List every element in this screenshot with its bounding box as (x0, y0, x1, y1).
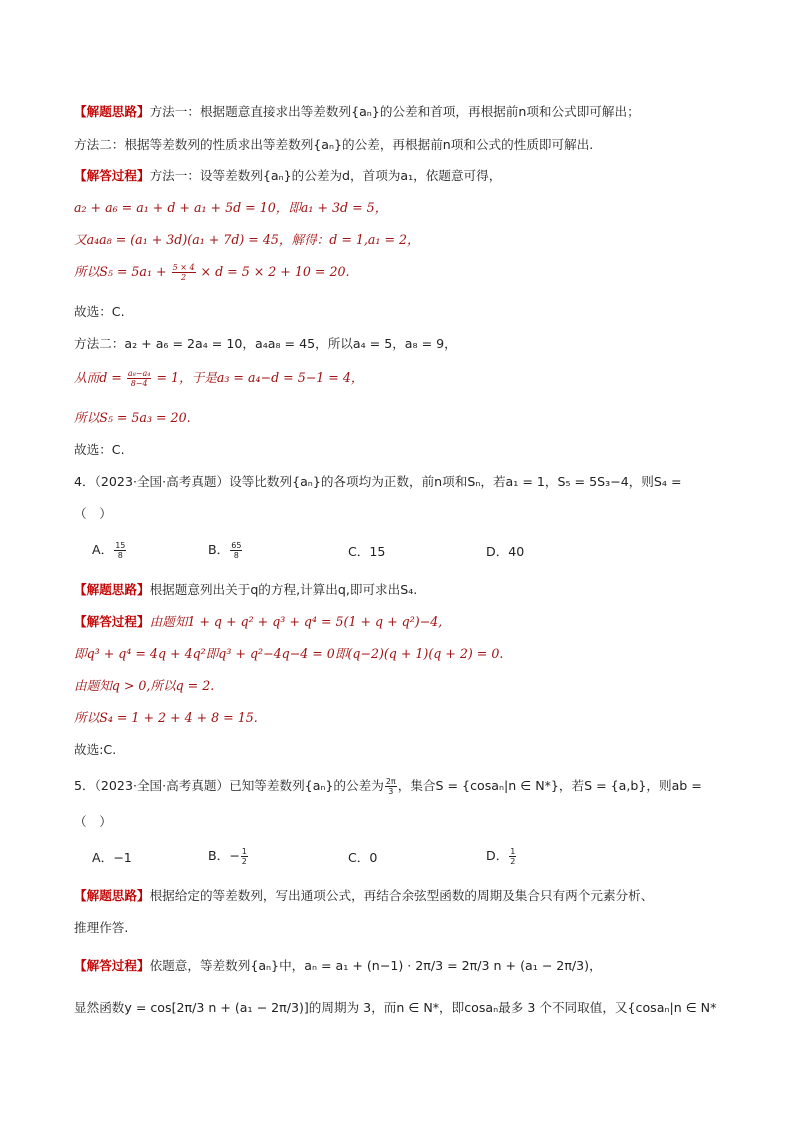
text: 从而d = (74, 370, 122, 385)
fraction: $\frac{\text{a₈−a₄}}{8-4}$ (127, 369, 151, 388)
text: 又a₄a₈ = (a₁ + 3d)(a₁ + 7d) = 45，解得：d = 1,a₁ = 2， (74, 232, 420, 247)
text: × d = 5 × 2 + 10 = 20. (200, 264, 350, 279)
equation-line: 即q³ + q⁴ = 4q + 4q²即q³ + q²−4q−4 = 0即(q−2)(q + 1)(q + 2) = 0. (74, 646, 504, 661)
q5-option-a: A．−1 (92, 850, 132, 865)
equation-line: 所以S₄ = 1 + 2 + 4 + 8 = 15. (74, 710, 258, 725)
text: 故选：C. (74, 304, 125, 319)
text: 方法一：设等差数列{aₙ}的公差为d，首项为a₁，依题意可得， (149, 168, 502, 183)
fraction: $\frac{5 \times 4}{2}$ (172, 263, 195, 282)
solution-idea-line-1 (74, 102, 640, 122)
question-5-stem: 5．（2023·全国·高考真题）已知等差数列{aₙ}的公差为 $\frac{2\pi}{3}$ ，集合S = {cosaₙ|n ∈ N*}，若S = {a,b}，则ab = (74, 777, 702, 796)
text: 所以S₅ = 5a₃ = 20. (74, 410, 191, 425)
equation-line (74, 230, 420, 250)
q5-option-b: B．− $\frac{1}{2}$ (208, 847, 247, 866)
text: 方法一：根据题意直接求出等差数列{aₙ}的公差和首项，再根据前n项和公式即可解出； (149, 104, 640, 119)
q4-solution-process: 【解答过程】由题知1 + q + q² + q³ + q⁴ = 5(1 + q + q²)−4, (74, 614, 443, 629)
question-4-stem (74, 472, 682, 492)
q4-option-c: C．15 (348, 544, 386, 559)
equation-line (74, 368, 363, 388)
equation-line (74, 198, 387, 218)
q4-option-a: A． $\frac{15}{8}$ (92, 541, 126, 560)
q5-solution-process: 【解答过程】依题意，等差数列{aₙ}中，aₙ = a₁ + (n−1) · 2π/3 = 2π/3 n + (a₁ − 2π/3)， (74, 958, 602, 973)
equation-line: 由题知q > 0,所以q = 2. (74, 678, 215, 693)
q5-option-c: C．0 (348, 850, 378, 865)
text: 方法二：根据等差数列的性质求出等差数列{aₙ}的公差，再根据前n项和公式的性质即可解出. (74, 137, 594, 152)
solution-idea-line-2 (74, 135, 593, 155)
text: 故选：C. (74, 442, 125, 457)
text: （ ） (74, 506, 112, 521)
question-5-paren: （ ） (74, 814, 112, 829)
answer-line (74, 302, 125, 322)
q4-solution-idea: 【解题思路】根据题意列出关于q的方程,计算出q,即可求出S₄. (74, 582, 418, 597)
answer-line: 故选:C. (74, 742, 117, 757)
text: = 1，于是a₃ = a₄−d = 5−1 = 4， (156, 370, 364, 385)
q5-solution-line: 显然函数y = cos[2π/3 n + (a₁ − 2π/3)]的周期为 3，而n ∈ N*，即cosaₙ最多 3 个不同取值，又{cosaₙ|n ∈ N* (74, 1000, 717, 1015)
solution-idea-tag: 【解题思路】 (74, 104, 150, 119)
method-two-line (74, 334, 457, 354)
solution-process-tag: 【解答过程】 (74, 168, 150, 183)
text: a₂ + a₆ = a₁ + d + a₁ + 5d = 10，即a₁ + 3d = 5， (74, 200, 388, 215)
equation-line (74, 262, 349, 282)
q4-option-d: D．40 (486, 544, 525, 559)
answer-line (74, 440, 125, 460)
text: 方法二：a₂ + a₆ = 2a₄ = 10，a₄a₈ = 45，所以a₄ = 5，a₈ = 9， (74, 336, 457, 351)
text: 4．（2023·全国·高考真题）设等比数列{aₙ}的各项均为正数，前n项和Sₙ，若a₁ = 1，S₅ = 5S₃−4，则S₄ = (74, 474, 682, 489)
q5-solution-idea-cont: 推理作答. (74, 920, 129, 935)
q5-solution-idea: 【解题思路】根据给定的等差数列，写出通项公式，再结合余弦型函数的周期及集合只有两个元素分析、 (74, 888, 654, 903)
solution-process-line-1 (74, 166, 501, 186)
q5-option-d: D． $\frac{1}{2}$ (486, 847, 516, 866)
question-4-paren (74, 504, 112, 524)
equation-line (74, 408, 191, 428)
q4-option-b: B． $\frac{65}{8}$ (208, 541, 242, 560)
text: 所以S₅ = 5a₁ + (74, 264, 167, 279)
